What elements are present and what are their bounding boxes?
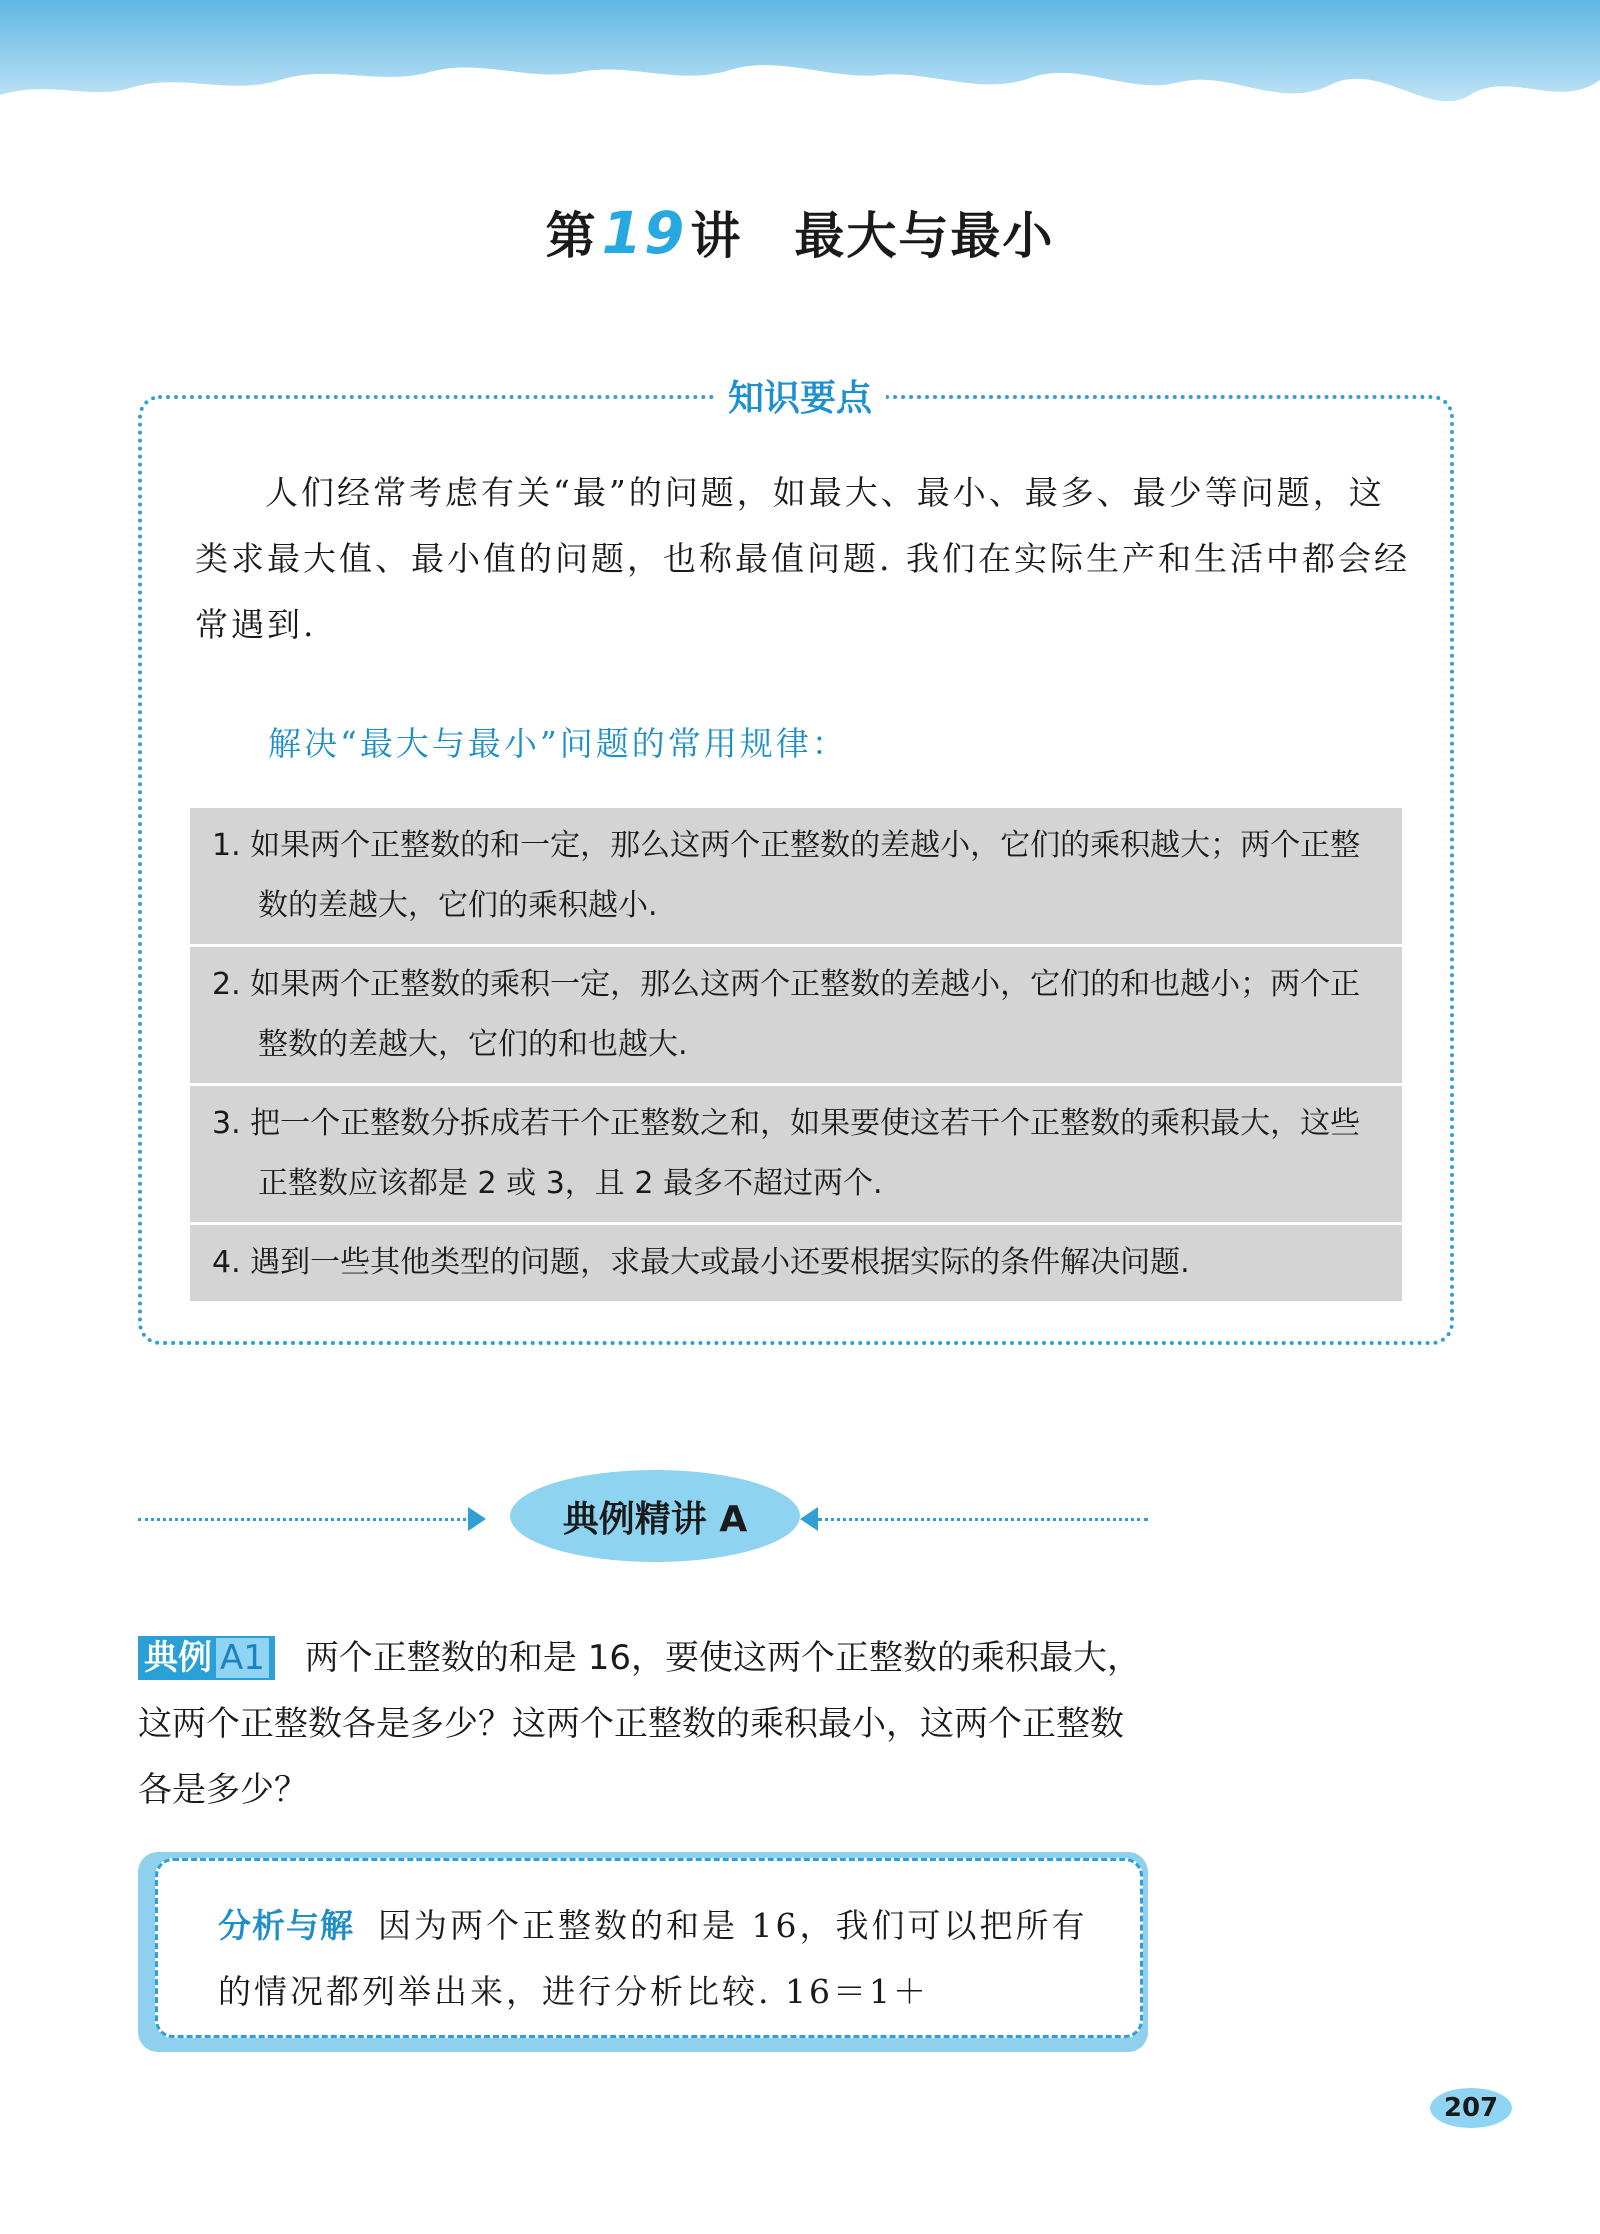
rule-item: 2. 如果两个正整数的乘积一定，那么这两个正整数的差越小，它们的和也越小；两个正整数的差越大，它们的和也越大.: [190, 947, 1402, 1086]
title-text: 最大与最小: [794, 206, 1055, 265]
page-number: 207: [1430, 2088, 1512, 2128]
example-problem: [138, 1625, 1148, 1823]
sky-cloud-banner: [0, 0, 1600, 140]
rule-item: 1. 如果两个正整数的和一定，那么这两个正整数的差越小，它们的乘积越大；两个正整数的差越大，它们的乘积越小.: [190, 808, 1402, 947]
analysis-text-block: [218, 1893, 1118, 2025]
example-id: A1: [216, 1638, 269, 1678]
example-text: 两个正整数的和是 16，要使这两个正整数的乘积最大，这两个正整数各是多少？这两个正整数的乘积最小，这两个正整数各是多少？: [138, 1638, 1141, 1810]
example-badge: 典例 A1: [138, 1636, 275, 1680]
title-prefix: 第: [545, 206, 598, 265]
analysis-text: 因为两个正整数的和是 16，我们可以把所有的情况都列举出来，进行分析比较. 16＝1＋: [218, 1906, 1088, 2011]
section-divider-right: [818, 1518, 1148, 1521]
rules-title: 解决“最大与最小”问题的常用规律：: [268, 724, 848, 763]
section-divider-left: [138, 1518, 473, 1521]
knowledge-label: 知识要点: [0, 370, 1600, 421]
knowledge-intro: 人们经常考虑有关“最”的问题，如最大、最小、最多、最少等问题，这类求最大值、最小值的问题，也称最值问题. 我们在实际生产和生活中都会经常遇到.: [195, 473, 1410, 644]
rules-list: [190, 808, 1402, 1301]
arrow-right-icon: [468, 1507, 486, 1531]
section-title: 典例精讲 A: [510, 1470, 800, 1562]
page-title: [0, 196, 1600, 268]
analysis-label: 分析与解: [218, 1906, 354, 1945]
lecture-number: 19: [601, 199, 687, 267]
rule-item: 3. 把一个正整数分拆成若干个正整数之和，如果要使这若干个正整数的乘积最大，这些正整数应该都是 2 或 3，且 2 最多不超过两个.: [190, 1086, 1402, 1225]
title-mid: 讲: [690, 206, 743, 265]
rule-item: 4. 遇到一些其他类型的问题，求最大或最小还要根据实际的条件解决问题.: [212, 1245, 1190, 1280]
arrow-left-icon: [800, 1507, 818, 1531]
